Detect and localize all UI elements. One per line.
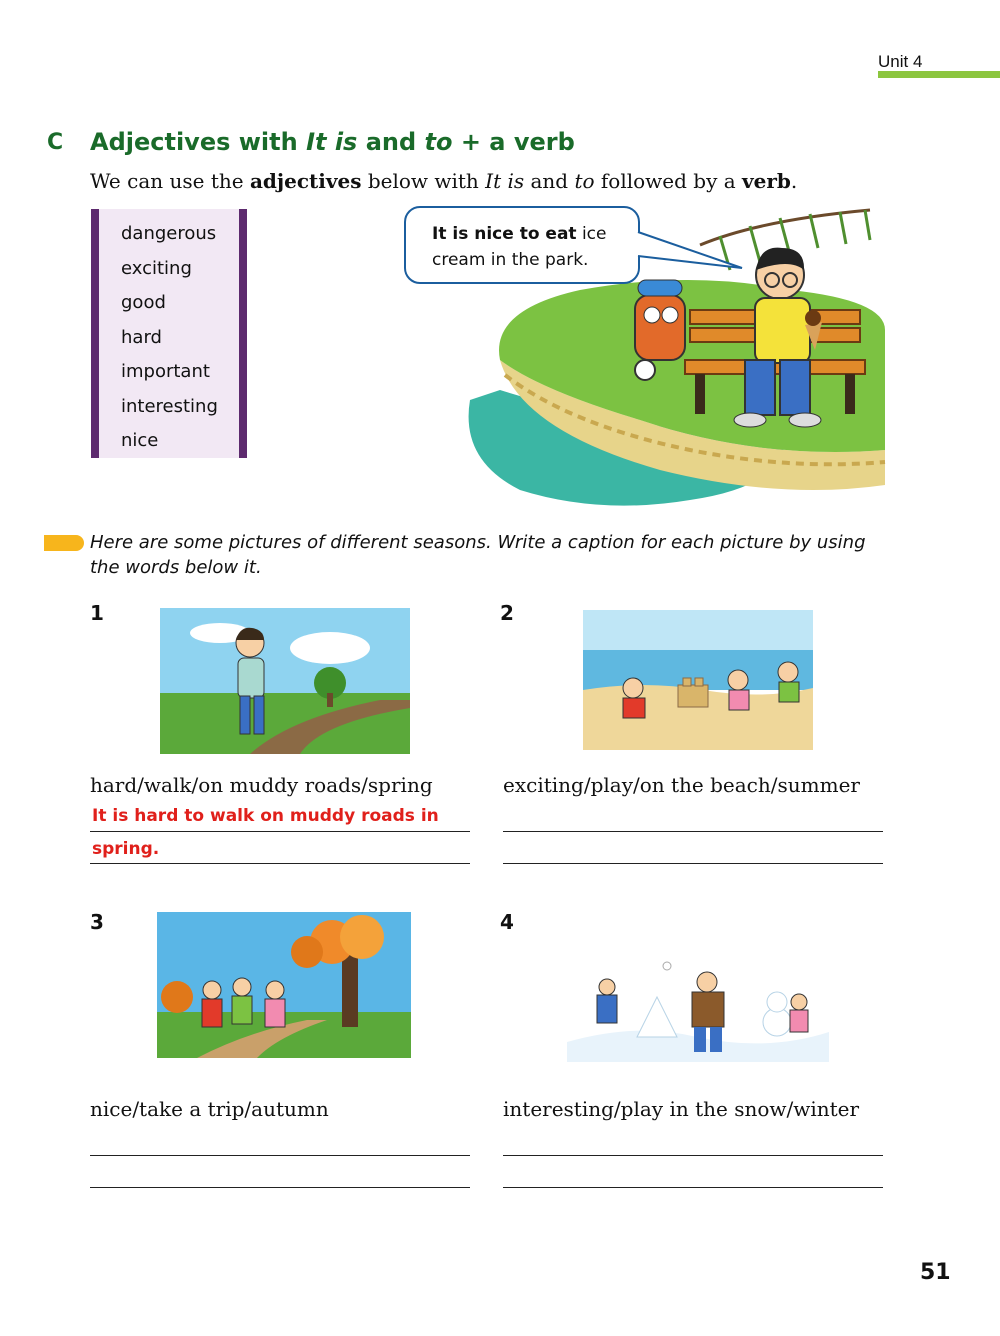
exercise-prompt: hard/walk/on muddy roads/spring: [90, 773, 433, 797]
adjective-item: good: [121, 292, 166, 313]
unit-label: Unit 4: [878, 52, 923, 71]
instruction-marker: [44, 535, 84, 551]
adjective-item: nice: [121, 430, 159, 451]
adjective-item: dangerous: [121, 223, 217, 244]
answer-line[interactable]: [503, 1155, 883, 1156]
answer-line[interactable]: [503, 831, 883, 832]
exercise-number: 4: [500, 910, 514, 934]
exercise-prompt: nice/take a trip/autumn: [90, 1097, 329, 1121]
page-number: 51: [920, 1260, 951, 1285]
answer-text-line2: spring.: [92, 839, 160, 859]
unit-accent-bar: [878, 71, 1000, 78]
adjective-item: important: [121, 361, 210, 382]
answer-line[interactable]: [90, 863, 470, 864]
exercise-number: 3: [90, 910, 104, 934]
section-title: Adjectives with It is and to + a verb: [90, 128, 575, 156]
answer-text-line1: It is hard to walk on muddy roads in: [92, 806, 439, 826]
instruction-text: Here are some pictures of different seasons. Write a caption for each picture by using the words below it.: [90, 532, 866, 578]
autumn-trip-picture: [157, 912, 411, 1058]
adjective-list: [99, 209, 239, 459]
section-letter: C: [47, 130, 64, 155]
adjective-item: interesting: [121, 395, 218, 417]
spring-walk-picture: [160, 608, 410, 754]
summer-beach-picture: [583, 610, 813, 750]
section-intro: We can use the adjectives below with It is and to followed by a verb.: [90, 169, 798, 193]
exercise-prompt: interesting/play in the snow/winter: [503, 1097, 860, 1121]
answer-line[interactable]: [90, 1155, 470, 1156]
answer-line[interactable]: [90, 831, 470, 832]
adjective-item: hard: [121, 326, 162, 348]
adjective-box: [91, 209, 247, 458]
winter-snow-picture: [567, 952, 829, 1062]
speech-bubble: It is nice to eat ice cream in the park.: [404, 206, 640, 284]
exercise-number: 1: [90, 601, 104, 625]
exercise-number: 2: [500, 601, 514, 625]
answer-line[interactable]: [503, 1187, 883, 1188]
exercise-prompt: exciting/play/on the beach/summer: [503, 773, 860, 797]
speech-bubble-tail: [630, 228, 750, 278]
adjective-item: exciting: [121, 257, 192, 279]
answer-line[interactable]: [503, 863, 883, 864]
answer-line[interactable]: [90, 1187, 470, 1188]
